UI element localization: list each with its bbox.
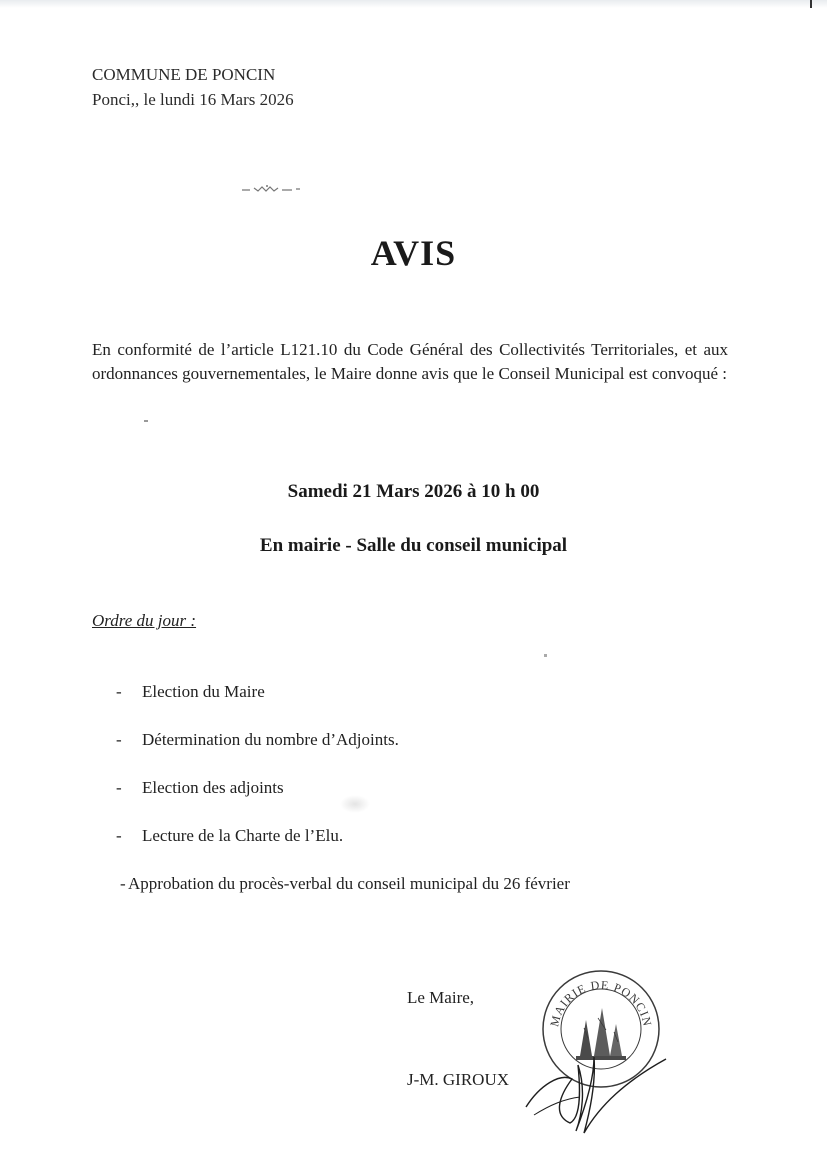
handwritten-signature	[520, 1045, 670, 1135]
scan-edge-mark	[810, 0, 812, 8]
agenda-item: - Détermination du nombre d’Adjoints.	[116, 730, 399, 749]
agenda-item: - Approbation du procès-verbal du conseil municipal du 26 février	[120, 874, 570, 893]
agenda-item: - Election des adjoints	[116, 778, 284, 797]
commune-name: COMMUNE DE PONCIN	[92, 65, 276, 84]
ornament-icon	[240, 182, 310, 196]
agenda-item-text: Détermination du nombre d’Adjoints.	[142, 730, 399, 749]
signatory-title: Le Maire,	[407, 988, 475, 1007]
agenda-item-text: Lecture de la Charte de l’Elu.	[142, 826, 344, 845]
scan-smudge	[340, 795, 370, 813]
date-line: Ponci,, le lundi 16 Mars 2026	[92, 90, 294, 109]
seal-text: MAIRIE DE PONCIN	[547, 977, 655, 1028]
notice-intro: En conformité de l’article L121.10 du Code Général des Collectivités Territoriales, et aux ordonnances gouvernementales, le Maire donne avis que le Conseil Municipal est convoqué :	[92, 340, 728, 383]
agenda-item-text: Election du Maire	[142, 682, 265, 701]
meeting-place: En mairie - Salle du conseil municipal	[259, 535, 568, 556]
agenda-item: - Lecture de la Charte de l’Elu.	[116, 826, 344, 845]
scan-speck	[544, 654, 547, 657]
agenda-item-text: Approbation du procès-verbal du conseil municipal du 26 février	[128, 874, 570, 893]
letter-header	[92, 62, 294, 112]
scan-speck	[144, 420, 148, 422]
meeting-date: Samedi 21 Mars 2026 à 10 h 00	[287, 481, 540, 502]
scan-top-edge	[0, 0, 827, 8]
agenda-heading: Ordre du jour :	[92, 611, 197, 630]
agenda-item: - Election du Maire	[116, 682, 265, 701]
notice-title: AVIS	[370, 233, 457, 273]
signatory-name: J-M. GIROUX	[407, 1070, 509, 1089]
agenda-item-text: Election des adjoints	[142, 778, 284, 797]
